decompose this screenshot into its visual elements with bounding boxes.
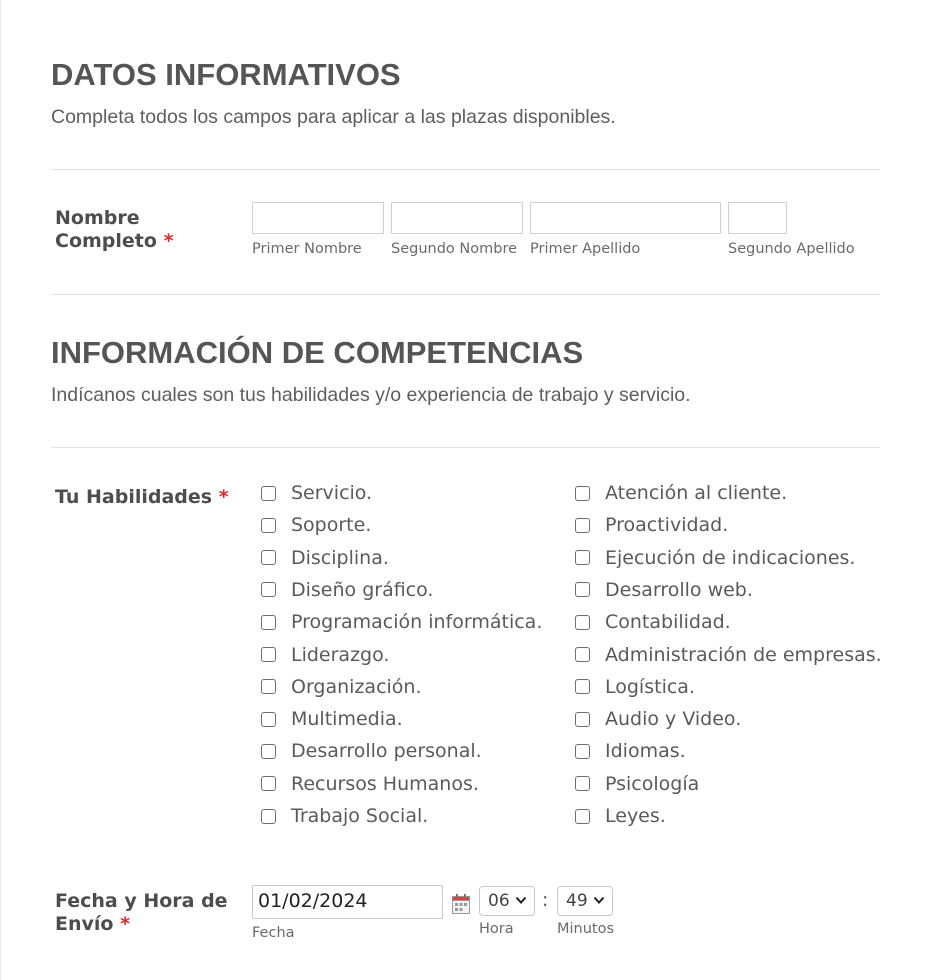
habilidad-label[interactable]: Diseño gráfico. — [291, 578, 434, 601]
primer-nombre-input[interactable] — [252, 202, 384, 234]
habilidad-checkbox[interactable] — [261, 582, 276, 597]
habilidad-checkbox[interactable] — [261, 776, 276, 791]
habilidad-option[interactable] — [575, 804, 666, 828]
habilidad-label[interactable]: Contabilidad. — [605, 611, 731, 634]
segundo-nombre-input[interactable] — [391, 202, 523, 234]
divider — [51, 447, 880, 448]
habilidad-option[interactable] — [261, 643, 389, 667]
hora-select[interactable]: 06 — [479, 886, 535, 916]
primer-nombre-sublabel: Primer Nombre — [252, 241, 362, 257]
chevron-down-icon — [515, 895, 527, 905]
habilidad-option[interactable] — [575, 643, 882, 667]
primer-apellido-sublabel: Primer Apellido — [530, 241, 641, 257]
fecha-input[interactable]: 01/02/2024 — [252, 885, 443, 919]
habilidad-option[interactable] — [261, 610, 542, 634]
habilidad-checkbox[interactable] — [575, 647, 590, 662]
required-asterisk: * — [120, 913, 131, 935]
habilidad-label[interactable]: Disciplina. — [291, 546, 389, 569]
habilidad-checkbox[interactable] — [261, 809, 276, 824]
habilidad-option[interactable] — [575, 481, 787, 505]
segundo-apellido-input[interactable] — [728, 202, 787, 234]
habilidad-label[interactable]: Administración de empresas. — [605, 643, 882, 666]
habilidad-label[interactable]: Logística. — [605, 675, 695, 698]
habilidad-checkbox[interactable] — [575, 776, 590, 791]
habilidad-label[interactable]: Organización. — [291, 675, 422, 698]
segundo-apellido-sublabel: Segundo Apellido — [728, 241, 855, 257]
minutos-select[interactable]: 49 — [557, 886, 613, 916]
required-asterisk: * — [218, 486, 229, 508]
habilidad-option[interactable] — [575, 610, 731, 634]
habilidad-label[interactable]: Desarrollo web. — [605, 578, 753, 601]
habilidad-option[interactable] — [575, 739, 686, 763]
habilidad-option[interactable] — [261, 675, 422, 699]
habilidad-label[interactable]: Audio y Video. — [605, 708, 742, 731]
required-asterisk: * — [163, 230, 174, 252]
habilidad-label[interactable]: Servicio. — [291, 482, 373, 504]
habilidad-checkbox[interactable] — [261, 486, 276, 501]
habilidad-label[interactable]: Atención al cliente. — [605, 482, 788, 504]
habilidad-option[interactable] — [261, 546, 389, 570]
habilidad-label[interactable]: Liderazgo. — [291, 643, 390, 666]
habilidad-label[interactable]: Recursos Humanos. — [291, 772, 479, 795]
habilidades-label: Tu Habilidades * — [55, 486, 229, 508]
habilidad-option[interactable] — [261, 707, 403, 731]
habilidad-option[interactable] — [575, 707, 741, 731]
habilidad-checkbox[interactable] — [575, 550, 590, 565]
fecha-sublabel: Fecha — [252, 925, 295, 941]
section-competencias — [51, 335, 691, 407]
section-datos-informativos — [51, 57, 616, 129]
divider — [51, 294, 880, 295]
calendar-icon[interactable] — [452, 894, 470, 914]
habilidad-option[interactable] — [575, 772, 699, 796]
habilidad-checkbox[interactable] — [261, 679, 276, 694]
habilidad-checkbox[interactable] — [261, 518, 276, 533]
hora-sublabel: Hora — [479, 921, 514, 937]
divider — [51, 169, 880, 170]
habilidad-label[interactable]: Psicología — [605, 772, 700, 795]
nombre-completo-label: Nombre Completo * — [55, 207, 174, 252]
habilidad-checkbox[interactable] — [575, 486, 590, 501]
habilidad-option[interactable] — [261, 804, 428, 828]
section-subtitle: Completa todos los campos para aplicar a las plazas disponibles. — [51, 106, 616, 128]
primer-apellido-input[interactable] — [530, 202, 721, 234]
habilidad-option[interactable] — [261, 578, 433, 602]
habilidad-checkbox[interactable] — [261, 744, 276, 759]
habilidad-option[interactable] — [261, 481, 372, 505]
chevron-down-icon — [593, 895, 605, 905]
habilidad-option[interactable] — [261, 772, 479, 796]
habilidad-label[interactable]: Programación informática. — [291, 611, 543, 634]
habilidad-label[interactable]: Desarrollo personal. — [291, 740, 482, 763]
habilidad-label[interactable]: Trabajo Social. — [291, 805, 429, 827]
habilidad-label[interactable]: Ejecución de indicaciones. — [605, 546, 856, 569]
habilidad-checkbox[interactable] — [575, 679, 590, 694]
habilidad-checkbox[interactable] — [575, 615, 590, 630]
section-subtitle: Indícanos cuales son tus habilidades y/o experiencia de trabajo y servicio. — [51, 384, 691, 406]
minutos-sublabel: Minutos — [557, 921, 615, 937]
habilidad-label[interactable]: Proactividad. — [605, 514, 729, 537]
habilidad-checkbox[interactable] — [261, 712, 276, 727]
habilidad-checkbox[interactable] — [261, 615, 276, 630]
habilidad-option[interactable] — [261, 739, 482, 763]
habilidad-label[interactable]: Leyes. — [605, 805, 666, 827]
habilidad-option[interactable] — [575, 546, 855, 570]
habilidad-option[interactable] — [575, 675, 695, 699]
fecha-hora-label: Fecha y Hora de Envío * — [55, 890, 228, 935]
habilidad-label[interactable]: Idiomas. — [605, 740, 686, 763]
habilidad-option[interactable] — [261, 513, 371, 537]
habilidad-option[interactable] — [575, 513, 728, 537]
habilidad-label[interactable]: Soporte. — [291, 514, 372, 537]
habilidad-checkbox[interactable] — [575, 744, 590, 759]
habilidad-checkbox[interactable] — [575, 712, 590, 727]
page-left-border — [0, 0, 1, 980]
habilidad-checkbox[interactable] — [261, 550, 276, 565]
section-title: DATOS INFORMATIVOS — [51, 57, 401, 92]
habilidad-checkbox[interactable] — [575, 518, 590, 533]
section-title: INFORMACIÓN DE COMPETENCIAS — [51, 335, 584, 370]
habilidad-option[interactable] — [575, 578, 753, 602]
habilidad-checkbox[interactable] — [261, 647, 276, 662]
time-separator: : — [542, 889, 549, 911]
habilidad-label[interactable]: Multimedia. — [291, 708, 403, 731]
habilidad-checkbox[interactable] — [575, 582, 590, 597]
habilidad-checkbox[interactable] — [575, 809, 590, 824]
segundo-nombre-sublabel: Segundo Nombre — [391, 241, 518, 257]
